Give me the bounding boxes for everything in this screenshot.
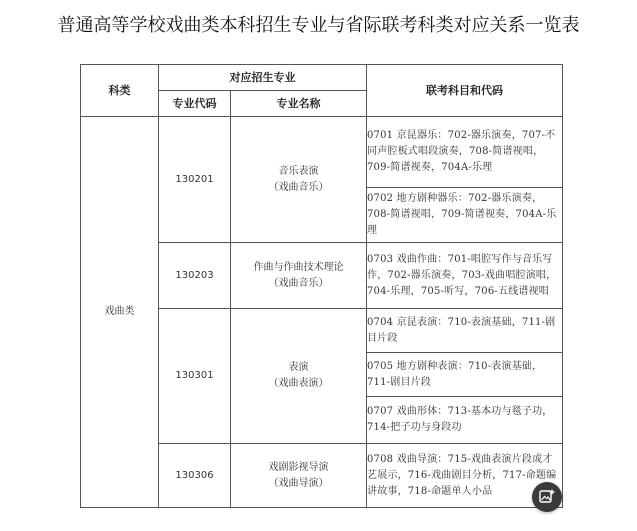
program-direction: （戏曲表演） <box>268 378 329 389</box>
program-name: 表演 <box>288 362 309 373</box>
program-code-cell: 130201 <box>159 117 231 243</box>
exam-cell: 0707 戏曲形体：713-基本功与毯子功，714-把子功与身段功 <box>367 397 563 444</box>
program-code-cell: 130306 <box>159 444 231 508</box>
exam-cell: 0701 京昆器乐：702-器乐演奏，707-不同声腔板式唱段演奏，708-简谱视唱，709-简谱视奏，704A-乐理 <box>367 117 563 188</box>
exam-cell: 0704 京昆表演：710-表演基础，711-剧目片段 <box>367 309 563 353</box>
program-name-cell <box>231 444 367 508</box>
program-name-cell <box>231 309 367 444</box>
exam-cell: 0702 地方剧种器乐：702-器乐演奏，708-简谱视唱，709-简谱视奏，704A-乐理 <box>367 188 563 243</box>
mapping-table <box>80 64 563 508</box>
image-edit-icon <box>538 488 556 506</box>
program-name: 戏剧影视导演 <box>268 461 329 473</box>
exam-cell: 0705 地方剧种表演：710-表演基础，711-剧目片段 <box>367 353 563 397</box>
exam-cell: 0708 戏曲导演：715-戏曲表演片段或才艺展示，716-戏曲剧目分析，717-命题编讲故事，718-命题单人小品 <box>367 444 563 508</box>
category-cell: 戏曲类 <box>81 117 159 508</box>
program-direction: （戏曲导演） <box>268 477 329 489</box>
header-exam: 联考科目和代码 <box>367 65 563 117</box>
header-row-1 <box>81 65 563 91</box>
program-direction: （戏曲音乐） <box>268 277 329 289</box>
document-title: 普通高等学校戏曲类本科招生专业与省际联考科类对应关系一览表 <box>57 15 580 36</box>
program-direction: （戏曲音乐） <box>268 181 329 193</box>
header-program-group: 对应招生专业 <box>159 65 367 91</box>
table-row <box>81 117 563 188</box>
program-name: 音乐表演 <box>278 165 319 177</box>
program-name: 作曲与作曲技术理论 <box>253 261 344 273</box>
program-code-cell: 130203 <box>159 243 231 309</box>
header-category: 科类 <box>81 65 159 117</box>
program-name-cell <box>231 117 367 243</box>
header-program-code: 专业代码 <box>159 91 231 117</box>
floating-action-button[interactable] <box>532 482 562 512</box>
exam-cell: 0703 戏曲作曲：701-唱腔写作与音乐写作，702-器乐演奏，703-戏曲唱腔演唱，704-乐理，705-听写，706-五线谱视唱 <box>367 243 563 309</box>
header-program-name: 专业名称 <box>231 91 367 117</box>
program-name-cell <box>231 243 367 309</box>
program-code-cell: 130301 <box>159 309 231 444</box>
